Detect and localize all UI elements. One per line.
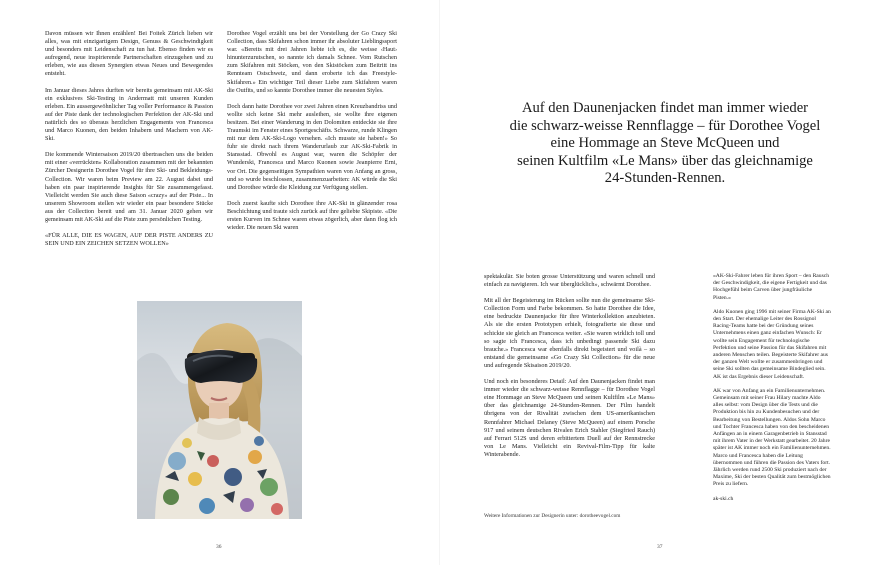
dorothee-story-paragraph: Dorothee Vogel erzählt uns bei der Vorstellung der Go Crazy Ski Collection, dass Skifahren schon immer ihr absoluter Lieblingssport war. «Bereits mit drei Jahren liebte ich es, die weisse ‹Haut› hinunterzurutschen, so nannte ich damals Schnee. Vom Rutschen zum Skifahren mit Stöcken, von den Skistöcken zum Beitritt ins Rennteam Ostschweiz, und dann eroberte ich das Freestyle-Skifahren.» Ein wichtiger Teil dieser Liebe zum Skifahren waren die Outfits, und so kannte Dorothee immer die neuesten Styles. — [227, 30, 397, 94]
dolomites-paragraph: Doch dann hatte Dorothee vor zwei Jahren einen Kreuzbandriss und wollte sich keine Ski mehr ausleihen, sie wollte ihre eigenen besitzen. Bei einer Wanderung in den Dolomiten entdeckte sie ihre Traumski im Fenster eines Sportgeschäfts. Schwarze, runde Klingen mit nur dem AK-Ski-Logo versehen. «Ich musste sie haben!» So fuhr sie direkt nach ihrem Wanderurlaub zur AK-Ski-Fabrik in Stansstad. Obwohl es August war, waren die Schöpfer der Wunderski, Francesca und Marco Kuonen sowie Jeanpierre Erni, vor Ort. Die gegenseitigen Sympathien waren von Anfang an gross, und so wurde beschlossen, zusammenzuarbeiten: AK würde die Ski und Dorothee würde die Kleidung zur Verfügung stellen. — [227, 102, 397, 191]
ak-ski-sidebar — [713, 273, 831, 503]
sidebar-quote: «AK-Ski-Fahrer leben für ihren Sport – den Rausch der Geschwindigkeit, die eigene Fertigkeit und das Hochgefühl beim Carven über jungfräuliche Pisten.» — [713, 273, 830, 301]
skier-illustration — [137, 301, 302, 519]
right-column-1 — [484, 273, 655, 459]
pull-quote-line: Auf den Daunenjacken findet man immer wieder — [521, 100, 809, 116]
pull-quote-line: 24-Stunden-Rennen. — [604, 170, 726, 187]
page-number-right: 37 — [657, 544, 663, 550]
pink-ski-paragraph: Doch zuerst kaufte sich Dorothee ihre AK-Ski in glänzender rosa Beschichtung und traute sich zurück auf ihre geliebte Skipiste. «Die ersten Kurven im Schnee waren etwas zögerlich, aber dann flog ich wieder. Die neuen Ski waren — [227, 199, 397, 232]
skier-portrait-photo — [137, 301, 302, 519]
jacket-idea-paragraph: Mit all der Begeisterung im Rücken sollte nun die gemeinsame Ski-Collection Form und Farbe bekommen. So hatte Dorothee die Idee, eine bedruckte Daunenjacke für ihre Winterkollektion anzubieten. Als sie die ersten Prototypen erhielt, fotografierte sie diese und schickte sie gleich an Francesca weiter. «Sie waren wirklich toll und so sagte ich Francesca, dass ich unbedingt passende Ski dazu brauche.» Francesca war ebenfalls direkt begeistert und voilà – so entstand die gemeinsame «Go Crazy Ski Collection» für die neue und aufregende Skisaison 2019/20. — [484, 297, 655, 369]
page-number-left: 36 — [216, 544, 222, 550]
intro-paragraph: Davon müssen wir Ihnen erzählen! Bei Foitek Zürich lieben wir alles, was mit einzigartigem Design, Genuss & Geschwindigkeit und besonders mit Leidenschaft zu tun hat. Ebenso finden wir es aufregend, neue inspirierende Partnerschaften einzugehen und zu erleben, wie aus diesen Synergien etwas Neues und Bewegendes entsteht. — [45, 30, 213, 78]
ski-testing-paragraph: Im Januar dieses Jahres durften wir bereits gemeinsam mit AK-Ski ein exklusives Ski-Testing in Andermatt mit unseren Kunden erleben. Ein aussergewöhnlicher Tag voller Performance & Passion auf der Piste dank der technologischen Perfektion der AK-Ski und natürlich des so überaus herzlichen Engagements von Francesca und Marco Kuonen, den beiden Inhabern und Machern von AK-Ski. — [45, 86, 213, 143]
collaboration-paragraph: Die kommende Wintersaison 2019/20 übertraschen uns die beiden mit einer «verrückten» Kollaboration zusammen mit der bekannten Zürcher Designerin Dorothee Vogel für ihre Ski- und Bekleidungs-Collection. Wir waren beim Preview am 22. August dabei und haben ein paar inspirierende Insights für Sie zusammengefasst. Vielleicht werden Sie auch diese Saison «crazy» auf der Piste... In unserem Showroom stellen wir wieder ein paar besondere Stücke aus der Collection bereit und am 31. Januar 2020 gehen wir gemeinsam mit AK-Ski auf die Piste zum persönlichen Testing. — [45, 151, 213, 223]
pull-quote-line: seinen Kultfilm «Le Mans» über das gleichnamige — [517, 152, 813, 169]
le-mans-paragraph: Und noch ein besonderes Detail: Auf den Daunenjacken findet man immer wieder die schwarz-weisse Rennflagge – für Dorothee Vogel eine Hommage an Steve McQueen und seinen Kultfilm «Le Mans» über das gleichnamige 24-Stunden-Rennen. Der Film handelt übrigens von der Rivalität zwischen dem US-amerikanischen Rennfahrer Michael Delaney (Steve McQueen) auf einem Porsche 917 und seinem deutschen Rivalen Erich Stahler (Siegfried Rauch) auf Ferrari 512S und deren erbittertem Duell auf der Rennstrecke von Le Mans. Vielleicht ein Revival-Film-Tipp für kalte Winterabende. — [484, 378, 655, 458]
highlight-quote: «FÜR ALLE, DIE ES WAGEN, AUF DER PISTE ANDERS ZU SEIN UND EIN ZEICHEN SETZEN WOLLEN» — [45, 232, 213, 248]
sidebar-history-paragraph: Aldo Kuonen ging 1996 mit seiner Firma AK-Ski an den Start. Der ehemalige Leiter des Rossignol Racing-Teams hatte bei der Gründung seines Unternehmens einen ganz einfachen Wunsch: Er wollte sein Engagement für technologische Perfektion und seine Passion für das Skifahren mit anderen Menschen teilen. Begeisterte Skifahrer aus der ganzen Welt wollte er zusammenbringen und seine Ski sollten das gemeinsame Bindeglied sein. AK ist das Ergebnis dieser Leidenschaft. — [713, 308, 831, 380]
sidebar-family-paragraph: AK war von Anfang an ein Familienunternehmen. Gemeinsam mit seiner Frau Hilary machte Aldo alles selbst: vom Design über die Tests und die Produktion bis hin zu Kundenbesuchen und der Bearbeitung von Bestellungen. Aldos Sohn Marco und Tochter Francesca haben von den bescheidenen Anfängen an in einem Garagenbetrieb in Stansstad mit ihrem Vater in der Werkstatt gearbeitet. 20 Jahre später ist AK immer noch ein Familienunternehmen. Marco und Francesca haben die Leitung übernommen und führen die Passion des Vaters fort. Jährlich werden rund 2500 Ski produziert nach der Maxime, Ski der besten Qualität zum bestmöglichen Preis zu liefern. — [713, 387, 831, 488]
pull-quote — [470, 100, 860, 188]
ak-ski-website: ak-ski.ch — [713, 495, 734, 502]
pull-quote-line: die schwarz-weisse Rennflagge – für Dorothee Vogel — [509, 117, 821, 134]
pull-quote-line: eine Hommage an Steve McQueen und — [550, 135, 780, 152]
designer-info-footnote: Weitere Informationen zur Designerin unter: dorotheevogel.com — [484, 513, 621, 519]
left-column-1 — [45, 30, 213, 248]
left-column-2 — [227, 30, 397, 232]
continuation-paragraph: spektakulär. Sie boten grosse Unterstützung und waren schnell und einfach zu navigieren. Ich war überglücklich», schwärmt Dorothee. — [484, 273, 655, 289]
